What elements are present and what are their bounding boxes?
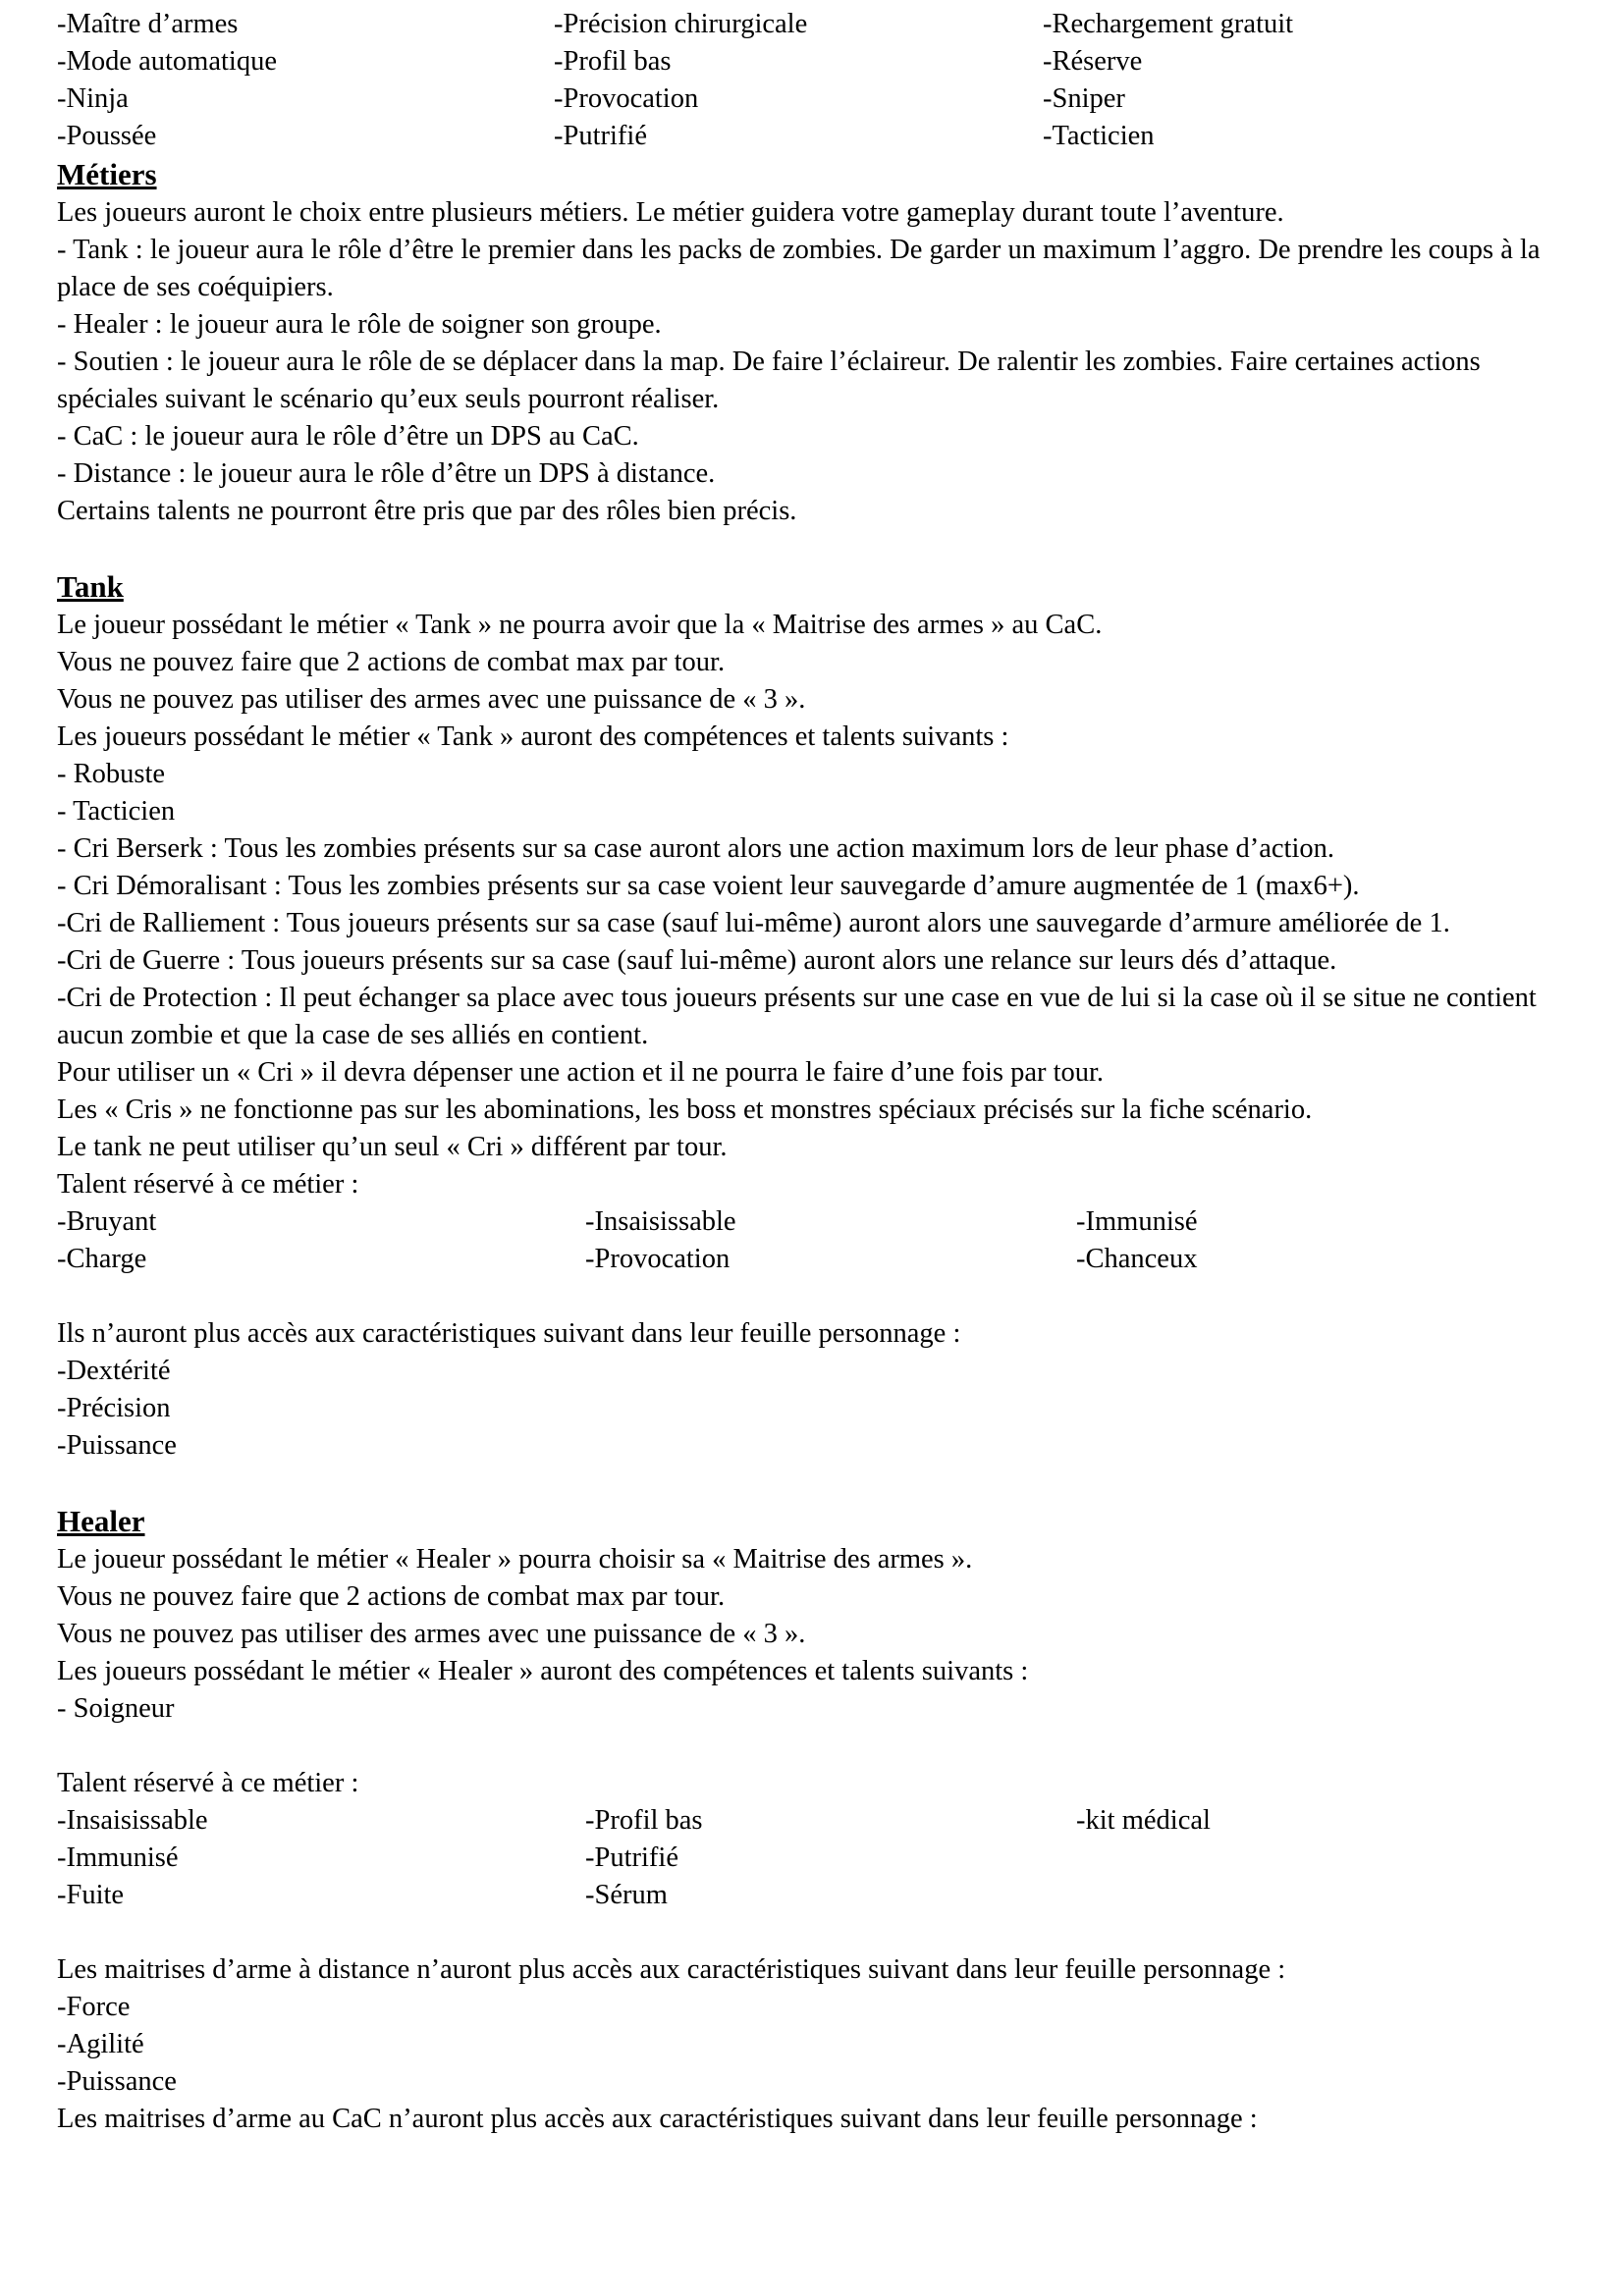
talent-table-row [57, 80, 1565, 118]
talent-cell: -Profil bas [554, 46, 672, 77]
talent-cell [1076, 1877, 1565, 1914]
talent-cell: -Tacticien [1043, 121, 1155, 151]
talent-cell: -Insaisissable [585, 1206, 736, 1237]
talent-cell: -Insaisissable [57, 1805, 208, 1836]
healer-talent-row [57, 1802, 1565, 1840]
tank-line: -Cri de Protection : Il peut échanger sa place avec tous joueurs présents sur une case en vue de lui si la case où il se situe ne contient aucun zombie et que la case de ses alliés en contient. [57, 983, 1537, 1050]
talent-cell: -Rechargement gratuit [1043, 9, 1294, 39]
talent-cell: -Sérum [585, 1880, 668, 1910]
healer-ranged-item: -Agilité [57, 2029, 144, 2059]
tank-line: - Tacticien [57, 796, 176, 827]
healer-ranged-item: -Force [57, 1992, 131, 2022]
talent-cell: -Provocation [554, 83, 699, 114]
talent-cell: -Sniper [1043, 83, 1125, 114]
tank-restriction-label: Ils n’auront plus accès aux caractéristiques suivant dans leur feuille personnage : [57, 1318, 961, 1349]
talent-cell: -Chanceux [1076, 1244, 1198, 1274]
healer-line: Vous ne pouvez pas utiliser des armes avec une puissance de « 3 ». [57, 1619, 806, 1649]
healer-line: - Soigneur [57, 1693, 175, 1724]
tank-line: - Robuste [57, 759, 166, 789]
talent-cell: -Profil bas [585, 1805, 703, 1836]
talent-cell: -Mode automatique [57, 46, 277, 77]
talent-cell: -kit médical [1076, 1805, 1211, 1836]
healer-line: Les joueurs possédant le métier « Healer » auront des compétences et talents suivants : [57, 1656, 1029, 1686]
talent-cell: -Immunisé [57, 1842, 179, 1873]
metiers-line: - Distance : le joueur aura le rôle d’être un DPS à distance. [57, 458, 716, 489]
healer-line: Vous ne pouvez faire que 2 actions de combat max par tour. [57, 1581, 726, 1612]
tank-line: Vous ne pouvez pas utiliser des armes avec une puissance de « 3 ». [57, 684, 806, 715]
talent-table-row [57, 6, 1565, 43]
spacer [57, 1914, 1565, 1951]
metiers-line: Certains talents ne pourront être pris que par des rôles bien précis. [57, 496, 797, 526]
tank-line: Vous ne pouvez faire que 2 actions de combat max par tour. [57, 647, 726, 677]
talent-cell: -Réserve [1043, 46, 1143, 77]
talent-cell: -Provocation [585, 1244, 731, 1274]
tank-restriction-item: -Puissance [57, 1430, 177, 1461]
healer-talent-label: Talent réservé à ce métier : [57, 1768, 359, 1798]
healer-melee-label: Les maitrises d’arme au CaC n’auront plus accès aux caractéristiques suivant dans leur feuille personnage : [57, 2104, 1258, 2134]
tank-line: Pour utiliser un « Cri » il devra dépenser une action et il ne pourra le faire d’une fois par tour. [57, 1057, 1105, 1088]
talent-cell: -Maître d’armes [57, 9, 239, 39]
tank-line: Les « Cris » ne fonctionne pas sur les abominations, les boss et monstres spéciaux précisés sur la fiche scénario. [57, 1095, 1313, 1125]
tank-talent-row [57, 1241, 1565, 1278]
tank-line: Le tank ne peut utiliser qu’un seul « Cri » différent par tour. [57, 1132, 728, 1162]
healer-talent-row [57, 1877, 1565, 1914]
talent-cell: -Fuite [57, 1880, 125, 1910]
tank-restriction-item: -Dextérité [57, 1356, 171, 1386]
section-heading-metiers: Métiers [57, 157, 157, 191]
talent-table-row [57, 43, 1565, 80]
talent-cell: -Poussée [57, 121, 157, 151]
talent-cell: -Immunisé [1076, 1206, 1198, 1237]
talent-cell: -Putrifié [585, 1842, 678, 1873]
tank-line: - Cri Démoralisant : Tous les zombies présents sur sa case voient leur sauvegarde d’amure augmentée de 1 (max6+). [57, 871, 1360, 901]
healer-ranged-item: -Puissance [57, 2066, 177, 2097]
talent-cell: -Précision chirurgicale [554, 9, 808, 39]
spacer [57, 1728, 1565, 1765]
tank-line: - Cri Berserk : Tous les zombies présents sur sa case auront alors une action maximum lors de leur phase d’action. [57, 833, 1335, 864]
spacer [57, 1278, 1565, 1315]
talent-cell [1076, 1840, 1565, 1877]
healer-ranged-label: Les maitrises d’arme à distance n’auront plus accès aux caractéristiques suivant dans leur feuille personnage : [57, 1954, 1286, 1985]
spacer [57, 1465, 1565, 1502]
talent-table-row [57, 118, 1565, 155]
tank-talent-row [57, 1203, 1565, 1241]
tank-line: -Cri de Guerre : Tous joueurs présents sur sa case (sauf lui-même) auront alors une relance sur leurs dés d’attaque. [57, 945, 1337, 976]
metiers-line: - Soutien : le joueur aura le rôle de se déplacer dans la map. De faire l’éclaireur. De ralentir les zombies. Faire certaines actions spéciales suivant le scénario qu’eux seuls pourront réaliser. [57, 347, 1481, 414]
tank-line: Le joueur possédant le métier « Tank » ne pourra avoir que la « Maitrise des armes » au CaC. [57, 610, 1103, 640]
talent-cell: -Putrifié [554, 121, 647, 151]
tank-line: -Cri de Ralliement : Tous joueurs présents sur sa case (sauf lui-même) auront alors une sauvegarde d’armure améliorée de 1. [57, 908, 1450, 938]
talent-cell: -Charge [57, 1244, 147, 1274]
healer-talent-row [57, 1840, 1565, 1877]
spacer [57, 530, 1565, 567]
talent-cell: -Ninja [57, 83, 129, 114]
healer-line: Le joueur possédant le métier « Healer » pourra choisir sa « Maitrise des armes ». [57, 1544, 973, 1575]
metiers-line: Les joueurs auront le choix entre plusieurs métiers. Le métier guidera votre gameplay durant toute l’aventure. [57, 197, 1284, 228]
tank-line: Les joueurs possédant le métier « Tank » auront des compétences et talents suivants : [57, 721, 1009, 752]
section-heading-tank: Tank [57, 569, 124, 604]
metiers-line: - CaC : le joueur aura le rôle d’être un DPS au CaC. [57, 421, 639, 452]
metiers-line: - Healer : le joueur aura le rôle de soigner son groupe. [57, 309, 662, 340]
tank-talent-label: Talent réservé à ce métier : [57, 1169, 359, 1200]
metiers-line: - Tank : le joueur aura le rôle d’être le premier dans les packs de zombies. De garder un maximum l’aggro. De prendre les coups à la place de ses coéquipiers. [57, 235, 1541, 302]
tank-restriction-item: -Précision [57, 1393, 171, 1423]
talent-cell: -Bruyant [57, 1206, 157, 1237]
section-heading-healer: Healer [57, 1504, 145, 1538]
